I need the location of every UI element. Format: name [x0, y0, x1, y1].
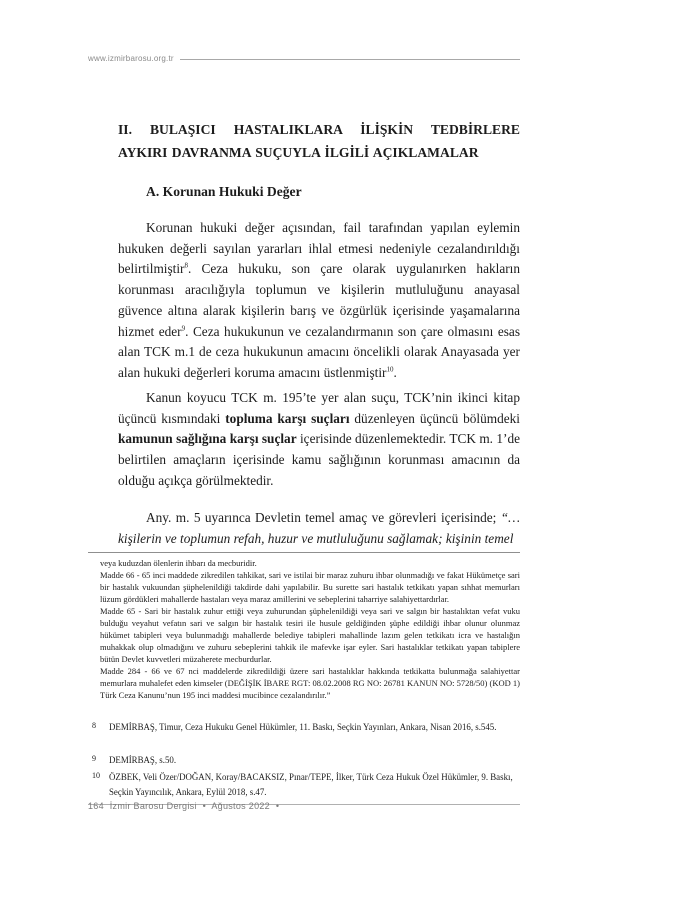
journal-name: İzmir Barosu Dergisi	[109, 801, 197, 811]
subsection-heading: A. Korunan Hukuki Değer	[146, 184, 302, 199]
header-url: www.izmirbarosu.org.tr	[88, 54, 174, 63]
paragraph-1-text-c: . Ceza hukukunun ve cezalandırmanın son çare olmasını esas alan TCK m.1 de ceza hukukunun amacını öncelikli olarak Anayasada yer alan hukuki değerleri koruma amacını üstlenmiştir	[118, 323, 520, 380]
footnote-separator	[88, 552, 520, 553]
paragraph-1-text-a: Korunan hukuki değer açısından, fail tarafından yapılan eylemin hukuken değerli sayılan yararları ihlal etmesi nedeniyle cezalandırıldığı belirtilmiştir	[118, 220, 520, 277]
paragraph-1	[118, 218, 520, 384]
section-heading-line-1: II. BULAŞICI HASTALIKLARA İLİŞKİN TEDBİRLERE	[118, 122, 520, 137]
header-rule	[180, 59, 520, 60]
section-heading	[118, 118, 520, 164]
footnote-continuation-line: veya kuduzdan ölenlerin ihbarı da mecburidir.	[100, 558, 257, 568]
paragraph-3	[118, 508, 520, 549]
footnote-8	[92, 720, 520, 735]
footnote-ref-8[interactable]: 8	[184, 261, 188, 270]
page-footer	[88, 801, 282, 811]
footnote-ref-9[interactable]: 9	[181, 324, 186, 333]
paragraph-2	[118, 388, 520, 492]
footnote-8-text: DEMİRBAŞ, Timur, Ceza Hukuku Genel Hükümler, 11. Baskı, Seçkin Yayınları, Ankara, Nisan 2016, s.545.	[109, 722, 497, 732]
footer-separator: •	[202, 801, 207, 811]
footnote-continuation	[100, 557, 520, 701]
footnote-continuation-madde-66: Madde 66 - 65 inci maddede zikredilen tahkikat, sari ve istilai bir maraz zuhuru ihbar olunmadığı ve fakat Hükümetçe sari bir hastalık vukuundan şüphelenildiği takdirde dahi yapılabilir. Bu surette sari hastalık tetkikatı yapan sıhhat memurları lüzum gördükleri mahallerde hastaları veya maraz amillerini ve sebeplerini taharriye salahiyettardırlar.	[100, 570, 520, 604]
paragraph-3-text-a: Any. m. 5 uyarınca Devletin temel amaç ve görevleri içerisinde;	[146, 510, 501, 525]
section-heading-line-2: AYKIRI DAVRANMA SUÇUYLA İLGİLİ AÇIKLAMALAR	[118, 145, 479, 160]
footnote-ref-10[interactable]: 10	[386, 365, 394, 374]
paragraph-1-text-b: . Ceza hukuku, son çare olarak uygulanırken hakların korunması aracılığıyla toplumun ve kişilerin mutluluğunu anayasal güvence altına alarak kişilerin barış ve özgürlük içerisinde yaşamalarına hizmet eder	[118, 261, 520, 339]
paragraph-2-bold-1: topluma karşı suçları	[225, 410, 350, 426]
footnote-10	[92, 770, 520, 799]
footnote-9	[92, 753, 520, 768]
paragraph-2-bold-2: kamunun sağlığına karşı suçlar	[118, 431, 297, 447]
footnote-continuation-madde-65: Madde 65 - Sari bir hastalık zuhur ettiği veya zuhurundan şüphelenildiği veya sari ve salgın bir hastalıktan vefat vuku bulduğu veyahut vefatın sari ve salgın bir hastalık tesiri ile husule geldiğinden şüphe edildiği ihbar olunur olunmaz hükümet tabipleri veya bulunmadığı mahallerde belediye tabipleri mahallinde lazım gelen tetkikatı icra ve hastalığın muhakkak olup olmadığını ve zuhuru sebeplerini tahkik ile mafevke işar eyler. Sari hastalıklar tetkikatı yapan tabiplere bütün Devlet kuvvetleri müzaherete mecburdurlar.	[100, 606, 520, 664]
paragraph-3-quote: “… kişilerin ve toplumun refah, huzur ve mutluluğunu sağlamak; kişinin temel	[118, 510, 520, 546]
footnote-9-text: DEMİRBAŞ, s.50.	[109, 755, 177, 765]
footnote-10-text: ÖZBEK, Veli Özer/DOĞAN, Koray/BACAKSIZ, Pınar/TEPE, İlker, Türk Ceza Hukuk Özel Hükümler, 9. Baskı, Seçkin Yayıncılık, Ankara, Eylül 2018, s.47.	[109, 772, 513, 797]
issue-date: Ağustos 2022	[211, 801, 270, 811]
footer-separator-2: •	[275, 801, 280, 811]
page-number: 164	[88, 801, 104, 811]
footnote-continuation-madde-284: Madde 284 - 66 ve 67 nci maddelerde zikredildiği üzere sari hastalıklar hakkında tetkikatta bulunmağa salahiyettar memurlara muhalefet eden kimseler (DEĞİŞİK İBARE RGT: 08.02.2008 RG NO: 26781 KANUN NO: 5728/50) (KOD 1) Türk Ceza Kanunu’nun 195 inci maddesi mucibince cezalandırılır.”	[100, 666, 520, 700]
footnote-9-number: 9	[92, 754, 96, 763]
paragraph-2-text-a: Kanun koyucu TCK m. 195’te yer alan suçu, TCK’nin ikinci kitap üçüncü kısmındaki	[118, 390, 520, 426]
footnote-8-number: 8	[92, 721, 96, 730]
paragraph-2-text-c: içerisinde düzenlemektedir. TCK m. 1’de belirtilen amaçların içerisinde kamu sağlığının korunması amacının da olduğu açıkça görülmektedir.	[118, 431, 521, 488]
paragraph-1-text-d: .	[393, 364, 397, 380]
footnote-10-number: 10	[92, 771, 100, 780]
paragraph-2-text-b: düzenleyen üçüncü bölümdeki	[349, 410, 520, 426]
